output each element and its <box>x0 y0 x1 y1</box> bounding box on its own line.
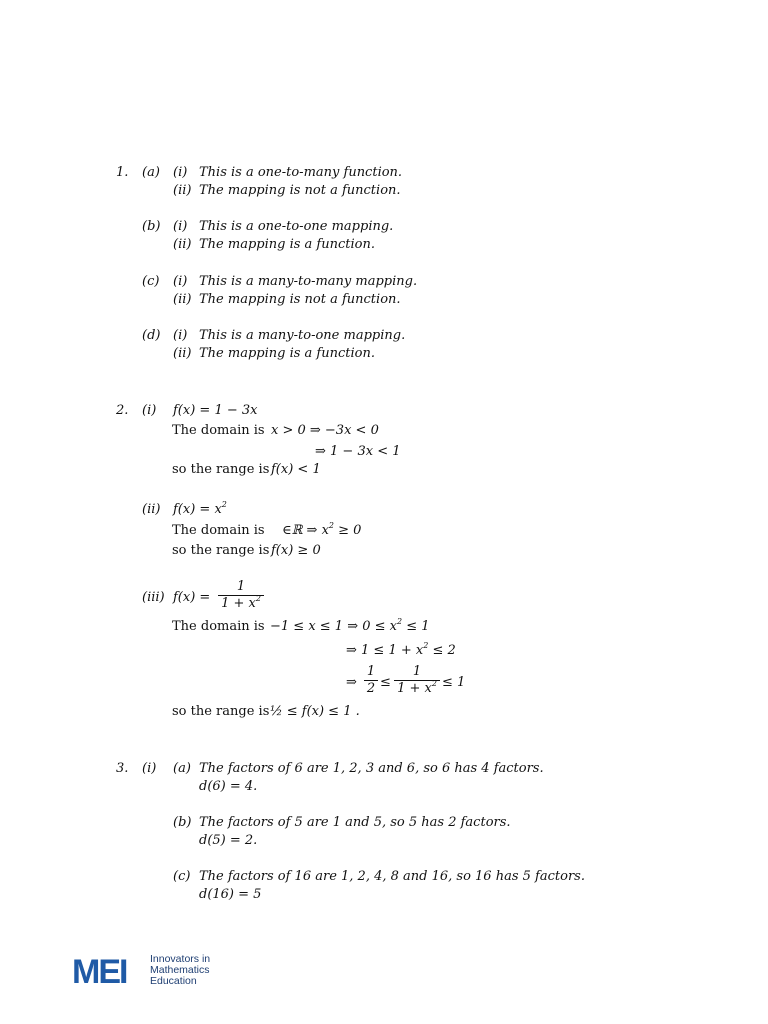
logo-line-2: Mathematics <box>150 964 210 976</box>
q2-ii-range-expr: f(x) ≥ 0 <box>271 543 321 558</box>
q1-d-i-label: (i) <box>173 328 188 343</box>
q3-c-result: d(16) = 5 <box>199 887 262 902</box>
q2-iii-step3-arrow: ⇒ <box>346 675 357 690</box>
q3-part-b-label: (b) <box>173 815 192 830</box>
q3-a-result: d(6) = 4. <box>199 779 258 794</box>
q2-iii-function-lead: f(x) = <box>173 590 211 605</box>
q2-i-label: (i) <box>142 403 157 418</box>
q2-iii-range-lead: so the range is <box>172 704 270 719</box>
q3-number: 3. <box>116 761 129 776</box>
q1-c-i-label: (i) <box>173 274 188 289</box>
q1-number: 1. <box>116 165 129 180</box>
mei-logo <box>72 953 232 989</box>
q1-c-ii-text: The mapping is not a function. <box>199 292 401 307</box>
q1-b-ii-text: The mapping is a function. <box>199 237 375 252</box>
q1-part-c-label: (c) <box>142 274 160 289</box>
q3-b-result: d(5) = 2. <box>199 833 258 848</box>
q2-ii-range-lead: so the range is <box>172 543 270 558</box>
q1-part-d-label: (d) <box>142 328 161 343</box>
q2-i-step2: ⇒ 1 − 3x < 1 <box>315 444 401 459</box>
q2-iii-fraction <box>218 580 264 611</box>
q1-c-ii-label: (ii) <box>173 292 192 307</box>
q3-b-text: The factors of 5 are 1 and 5, so 5 has 2 factors. <box>199 815 511 830</box>
q1-a-i-label: (i) <box>173 165 188 180</box>
q1-d-i-text: This is a many-to-one mapping. <box>199 328 406 343</box>
q2-iii-domain-lead: The domain is <box>172 619 265 634</box>
q2-iii-label: (iii) <box>142 590 165 605</box>
q2-i-function: f(x) = 1 − 3x <box>173 403 258 418</box>
q2-iii-range-expr: ½ ≤ f(x) ≤ 1 . <box>270 704 360 719</box>
q1-b-ii-label: (ii) <box>173 237 192 252</box>
q2-ii-label: (ii) <box>142 502 161 517</box>
q3-part-a-label: (a) <box>173 761 191 776</box>
q1-part-b-label: (b) <box>142 219 161 234</box>
q2-number: 2. <box>116 403 129 418</box>
q1-d-ii-label: (ii) <box>173 346 192 361</box>
q1-d-ii-text: The mapping is a function. <box>199 346 375 361</box>
q2-iii-fraction-denominator: $1 + x^2$ <box>221 594 261 611</box>
q2-ii-domain-expr: ∈ℝ ⇒ $x^2 \ge 0$ <box>282 521 362 538</box>
mei-logo-tagline <box>150 954 210 987</box>
q2-iii-step2: ⇒ $1 \le 1 + x^2 \le 2$ <box>346 641 456 658</box>
q2-i-range-lead: so the range is <box>172 462 270 477</box>
logo-line-1: Innovators in <box>150 953 211 965</box>
q1-c-i-text: This is a many-to-many mapping. <box>199 274 418 289</box>
q3-part-c-label: (c) <box>173 869 191 884</box>
q2-iii-step3-le: ≤ <box>380 675 391 690</box>
q1-a-ii-label: (ii) <box>173 183 192 198</box>
q2-iii-step3-fraction-half: 1 2 <box>364 665 378 696</box>
q2-i-domain-lead: The domain is <box>172 423 265 438</box>
q1-part-a-label: (a) <box>142 165 160 180</box>
q2-ii-function: $f(x) = x^2$ <box>173 500 227 517</box>
q2-iii-domain-expr: −1 ≤ x ≤ 1 ⇒ $0 \le x^2 \le 1$ <box>270 617 430 634</box>
q2-i-range-expr: f(x) < 1 <box>271 462 321 477</box>
q1-b-i-text: This is a one-to-one mapping. <box>199 219 394 234</box>
q2-ii-domain-lead: The domain is <box>172 523 265 538</box>
q1-b-i-label: (i) <box>173 219 188 234</box>
q3-a-text: The factors of 6 are 1, 2, 3 and 6, so 6 has 4 factors. <box>199 761 544 776</box>
q2-iii-step3-tail: ≤ 1 <box>442 675 466 690</box>
q2-i-domain-expr: x > 0 ⇒ −3x < 0 <box>271 423 379 438</box>
q1-a-i-text: This is a one-to-many function. <box>199 165 403 180</box>
q3-c-text: The factors of 16 are 1, 2, 4, 8 and 16, so 16 has 5 factors. <box>199 869 585 884</box>
q3-i-label: (i) <box>142 761 157 776</box>
q2-iii-fraction-numerator: 1 <box>236 579 246 594</box>
logo-line-3: Education <box>150 975 197 987</box>
q2-iii-step3-fraction: 1 $1 + x^2$ <box>394 665 440 696</box>
mei-logo-mark: MEI <box>72 953 127 991</box>
q1-a-ii-text: The mapping is not a function. <box>199 183 401 198</box>
